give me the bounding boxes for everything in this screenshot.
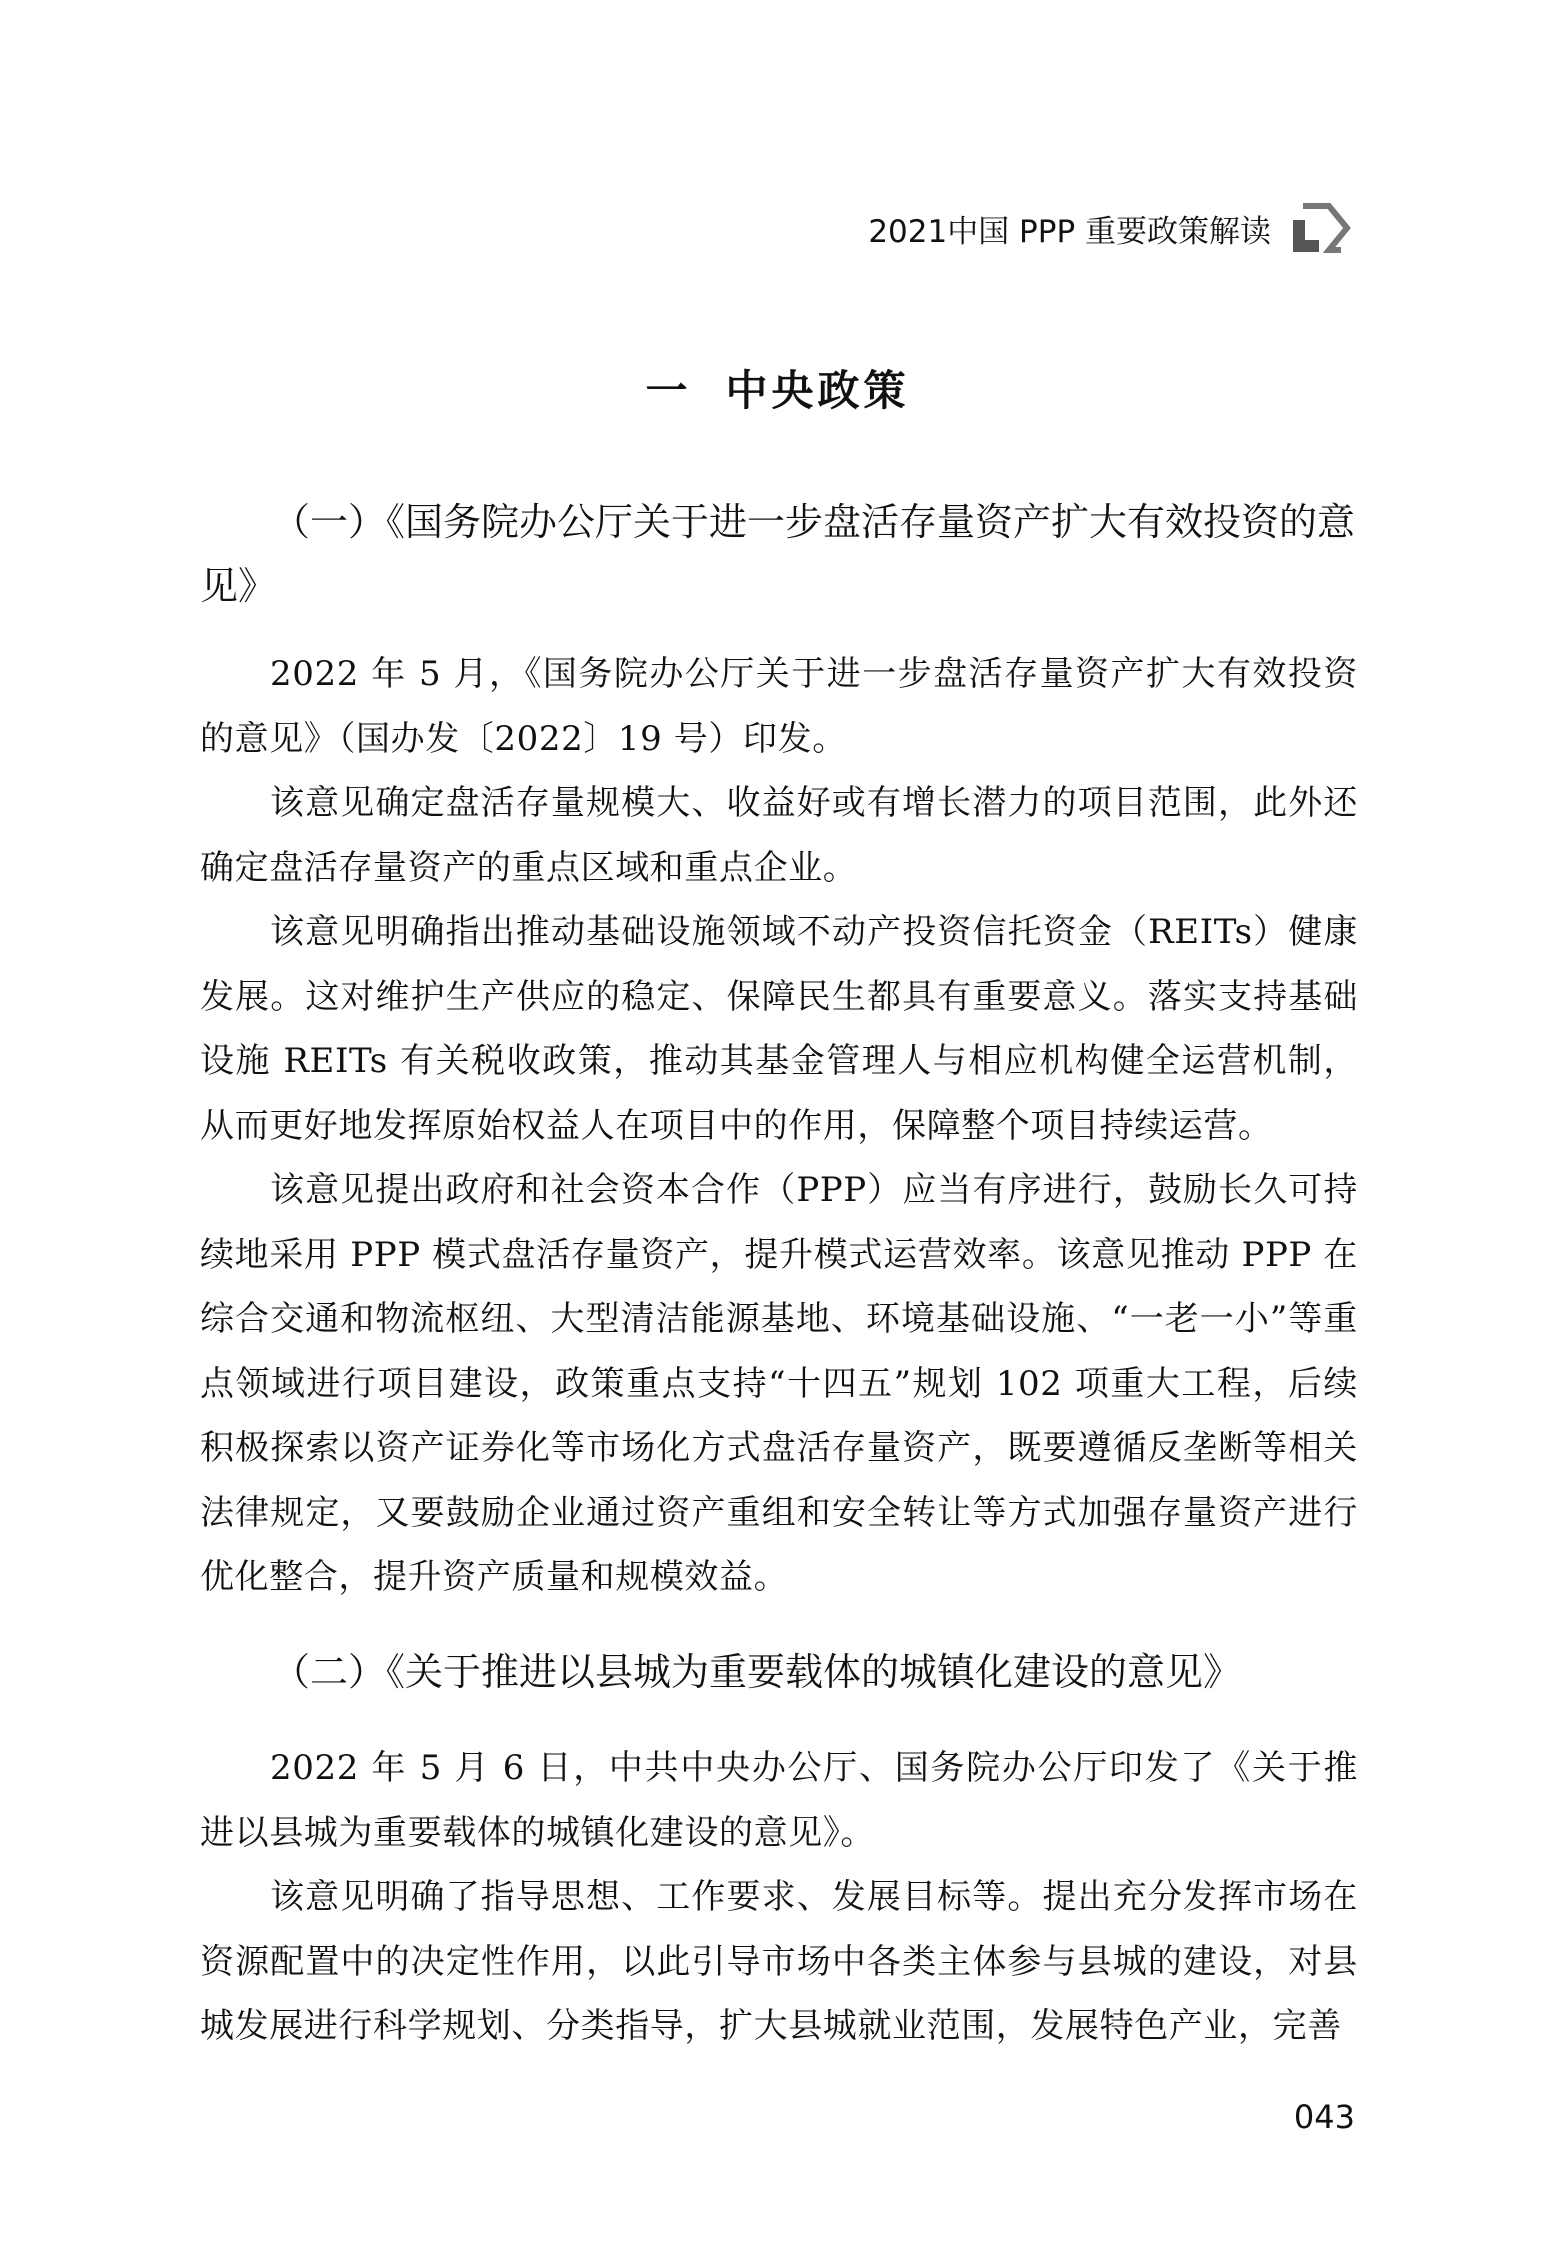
body-paragraph: 2022 年 5 月，《国务院办公厅关于进一步盘活存量资产扩大有效投资的意见》（国办发〔2022〕19 号）印发。	[200, 654, 1358, 759]
section-heading-1	[200, 490, 1360, 618]
chapter-title-text: 中央政策	[725, 366, 910, 415]
body-paragraph: 该意见确定盘活存量规模大、收益好或有增长潜力的项目范围，此外还确定盘活存量资产的重点区域和重点企业。	[200, 783, 1358, 888]
page-number: 043	[1293, 2098, 1355, 2136]
body-paragraph: 该意见提出政府和社会资本合作（PPP）应当有序进行，鼓励长久可持续地采用 PPP 模式盘活存量资产，提升模式运营效率。该意见推动 PPP 在综合交通和物流枢纽、大型清洁能源基地、环境基础设施、“一老一小”等重点领域进行项目建设，政策重点支持“十四五”规划 102 项重大工程，后续积极探索以资产证券化等市场化方式盘活存量资产，既要遵循反垄断等相关法律规定，又要鼓励企业通过资产重组和安全转让等方式加强存量资产进行优化整合，提升资产质量和规模效益。	[200, 1170, 1358, 1597]
body-paragraph: 2022 年 5 月 6 日，中共中央办公厅、国务院办公厅印发了《关于推进以县城为重要载体的城镇化建设的意见》。	[200, 1748, 1358, 1853]
body-paragraph: 该意见明确了指导思想、工作要求、发展目标等。提出充分发挥市场在资源配置中的决定性作用，以此引导市场中各类主体参与县城的建设，对县城发展进行科学规划、分类指导，扩大县城就业范围，发展特色产业，完善	[200, 1877, 1358, 2046]
chapter-title	[0, 358, 1555, 418]
section-heading-text: （二）《关于推进以县城为重要载体的城镇化建设的意见》	[272, 1650, 1242, 1694]
chapter-arrow-icon	[1289, 200, 1355, 256]
section-heading-2	[200, 1640, 1360, 1704]
body-paragraph: 该意见明确指出推动基础设施领域不动产投资信托资金（REITs）健康发展。这对维护生产供应的稳定、保障民生都具有重要意义。落实支持基础设施 REITs 有关税收政策，推动其基金管理人与相应机构健全运营机制，从而更好地发挥原始权益人在项目中的作用，保障整个项目持续运营。	[200, 912, 1358, 1146]
section-heading-text: （一）《国务院办公厅关于进一步盘活存量资产扩大有效投资的意见》	[200, 500, 1356, 608]
chapter-number: 一	[645, 366, 692, 415]
running-header-title: 2021中国 PPP 重要政策解读	[868, 213, 1271, 250]
running-header	[868, 200, 1355, 256]
